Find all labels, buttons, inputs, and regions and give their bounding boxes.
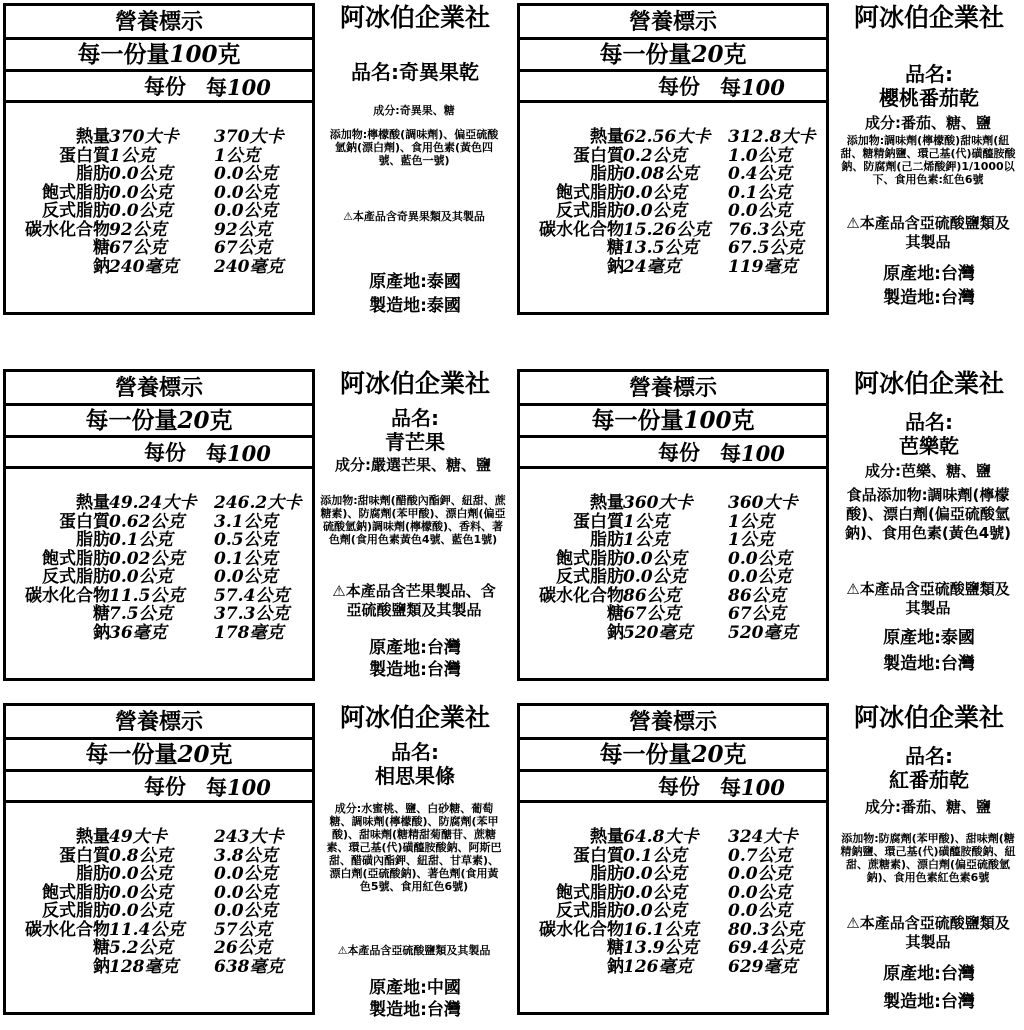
nutrient-row: 脂肪 1公克 1公克 [590,530,774,550]
nutrition-facts-box [517,703,829,1015]
place-of-manufacture: 製造地:台灣 [883,288,975,308]
serving-size: 每一份量20克 [520,740,826,772]
nutrient-rows [6,828,312,976]
nutrient-row: 脂肪 0.0公克 0.0公克 [76,164,278,184]
product-info [836,366,1022,688]
nutrient-row: 脂肪 0.08公克 0.4公克 [590,164,792,184]
product-label-guava [514,366,1024,696]
product-name: 品名: 芭樂乾 [899,410,959,458]
nutrient-row: 熱量 49大卡 243大卡 [76,827,284,847]
country-of-origin: 原產地:台灣 [883,964,975,984]
place-of-manufacture: 製造地:台灣 [883,992,975,1012]
ingredients: 成分:番茄、糖、鹽 [865,798,991,816]
country-of-origin: 原產地:泰國 [369,272,461,292]
nutrient-row: 飽式脂肪 0.0公克 0.1公克 [556,182,792,203]
nutrient-row: 蛋白質 0.1公克 0.7公克 [573,845,792,866]
company-name: 阿冰伯企業社 [339,703,490,732]
nutrient-row: 反式脂肪 0.0公克 0.0公克 [556,201,792,221]
additives: 添加物:甜味劑(醋酸內酯鉀、紐甜、蔗糖素)、防腐劑(苯甲酸)、漂白劑(偏亞硫酸氫鈉)調味劑(檸檬酸)、香料、著色劑(食用色素黃色4號、藍色1號) [320,494,506,546]
column-headers [6,772,312,803]
nutrient-row: 鈉 36毫克 178毫克 [93,622,284,643]
nutrient-row: 碳水化合物 11.4公克 57公克 [25,919,272,940]
product-name: 品名: 紅番茄乾 [889,744,969,792]
additives: 成分:水蜜桃、鹽、白砂糖、葡萄糖、調味劑(檸檬酸)、防腐劑(苯甲酸)、甜味劑(糖精甜菊醣苷、蔗糖素、環己基(代)磺醯胺酸鈉、阿斯巴甜、醋磺內酯鉀、紐甜、甘草素)、漂白劑(亞硫酸鈉)、著色劑(食用黃色5號、食用紅色6號) [326,802,502,893]
ingredients: 成分:嚴選芒果、糖、鹽 [335,456,491,474]
nutrient-row: 熱量 64.8大卡 324大卡 [590,827,798,847]
place-of-manufacture: 製造地:泰國 [369,296,461,316]
nutrient-row: 碳水化合物 16.1公克 80.3公克 [539,919,804,940]
place-of-manufacture: 製造地:台灣 [369,1000,461,1020]
nutrient-rows [520,128,826,276]
product-label-acacia-fruit-strips [0,700,512,1030]
nutrient-row: 蛋白質 1公克 1公克 [573,511,774,532]
nutrient-rows [520,828,826,976]
allergen-warning: ⚠本產品含亞硫酸鹽類及其製品 [846,580,1010,617]
nutrition-facts-box [517,3,829,315]
serving-size: 每一份量20克 [6,406,312,438]
company-name: 阿冰伯企業社 [853,703,1004,732]
nutrition-title: 營養標示 [6,6,312,40]
product-info [836,700,1022,1022]
nutrition-facts-box [3,3,315,315]
allergen-warning: ⚠本產品含奇異果類及其製品 [343,210,485,223]
company-name: 阿冰伯企業社 [339,369,490,398]
place-of-manufacture: 製造地:台灣 [369,660,461,680]
company-name: 阿冰伯企業社 [853,369,1004,398]
col-per-100: 每100 [720,75,785,100]
nutrient-row: 飽式脂肪 0.0公克 0.0公克 [556,882,792,903]
nutrition-title: 營養標示 [6,372,312,406]
col-per-100: 每100 [720,775,785,800]
product-label-green-mango [0,366,512,696]
nutrient-row: 鈉 126毫克 629毫克 [607,956,798,977]
col-per-serving: 每份 [658,775,700,799]
nutrient-row: 熱量 62.56大卡 312.8大卡 [590,127,816,147]
nutrient-rows [6,494,312,642]
product-label-kiwi [0,0,512,330]
nutrient-row: 反式脂肪 0.0公克 0.0公克 [556,567,792,587]
col-per-100: 每100 [206,775,271,800]
column-headers [520,72,826,103]
nutrient-row: 飽式脂肪 0.0公克 0.0公克 [556,548,792,569]
nutrient-row: 反式脂肪 0.0公克 0.0公克 [556,901,792,921]
col-per-serving: 每份 [144,441,186,465]
nutrient-row: 反式脂肪 0.0公克 0.0公克 [42,201,278,221]
nutrient-row: 糖 13.5公克 67.5公克 [607,238,804,258]
allergen-warning: ⚠本產品含亞硫酸鹽類及其製品 [846,914,1010,951]
country-of-origin: 原產地:台灣 [883,264,975,284]
nutrient-row: 糖 13.9公克 69.4公克 [607,938,804,958]
additives: 添加物:防腐劑(苯甲酸)、甜味劑(糖精鈉鹽、環己基(代)磺醯胺酸鈉、紐甜、蔗糖素)、漂白劑(偏亞硫酸氫鈉)、食用色素紅色素6號 [840,832,1016,884]
nutrient-row: 飽式脂肪 0.0公克 0.0公克 [42,882,278,903]
nutrient-row: 鈉 520毫克 520毫克 [607,622,798,643]
serving-size: 每一份量100克 [520,406,826,438]
nutrient-row: 脂肪 0.1公克 0.5公克 [76,530,278,550]
column-headers [520,772,826,803]
product-label-cherry-tomato [514,0,1024,330]
nutrient-row: 飽式脂肪 0.0公克 0.0公克 [42,182,278,203]
nutrition-title: 營養標示 [520,372,826,406]
nutrient-row: 碳水化合物 92公克 92公克 [25,219,272,240]
company-name: 阿冰伯企業社 [339,3,490,32]
product-info [322,700,508,1022]
nutrient-row: 糖 7.5公克 37.3公克 [93,604,290,624]
serving-size: 每一份量100克 [6,40,312,72]
ingredients: 成分:奇異果、糖 [373,104,455,117]
nutrition-facts-box [3,369,315,681]
product-name: 品名:奇異果乾 [351,60,479,84]
product-name: 品名: 相思果條 [375,740,455,788]
col-per-serving: 每份 [658,441,700,465]
nutrient-row: 碳水化合物 15.26公克 76.3公克 [539,219,804,240]
column-headers [6,72,312,103]
additives: 添加物:檸檬酸(調味劑)、偏亞硫酸氫鈉(漂白劑)、食用色素(黃色四號、藍色一號) [329,128,499,167]
col-per-serving: 每份 [144,775,186,799]
nutrient-row: 蛋白質 1公克 1公克 [59,145,260,166]
serving-size: 每一份量20克 [520,40,826,72]
product-name: 品名: 青芒果 [385,406,445,454]
nutrient-row: 脂肪 0.0公克 0.0公克 [590,864,792,884]
country-of-origin: 原產地:中國 [369,978,461,998]
country-of-origin: 原產地:泰國 [883,628,975,648]
nutrient-row: 碳水化合物 86公克 86公克 [539,585,786,606]
nutrient-row: 反式脂肪 0.0公克 0.0公克 [42,567,278,587]
allergen-warning: ⚠本產品含亞硫酸鹽類及其製品 [337,944,491,957]
nutrient-row: 鈉 128毫克 638毫克 [93,956,284,977]
nutrition-title: 營養標示 [6,706,312,740]
col-per-100: 每100 [206,75,271,100]
allergen-warning: ⚠本產品含亞硫酸鹽類及其製品 [846,214,1010,251]
nutrient-row: 蛋白質 0.62公克 3.1公克 [59,511,278,532]
country-of-origin: 原產地:台灣 [369,638,461,658]
ingredients: 成分:番茄、糖、鹽 [865,114,991,132]
nutrition-title: 營養標示 [520,706,826,740]
nutrient-row: 鈉 240毫克 240毫克 [93,256,284,277]
nutrient-row: 蛋白質 0.2公克 1.0公克 [573,145,792,166]
place-of-manufacture: 製造地:台灣 [883,654,975,674]
nutrient-row: 反式脂肪 0.0公克 0.0公克 [42,901,278,921]
ingredients: 成分:芭樂、糖、鹽 [865,462,991,480]
nutrient-row: 糖 67公克 67公克 [93,238,272,258]
nutrition-title: 營養標示 [520,6,826,40]
company-name: 阿冰伯企業社 [853,3,1004,32]
product-info [322,366,508,688]
product-info [836,0,1022,322]
additives: 食品添加物:調味劑(檸檬酸)、漂白劑(偏亞硫酸氫鈉)、食用色素(黃色4號) [844,486,1011,542]
nutrient-row: 飽式脂肪 0.02公克 0.1公克 [42,548,278,569]
nutrient-rows [6,128,312,276]
nutrition-facts-box [3,703,315,1015]
nutrition-facts-box [517,369,829,681]
nutrient-row: 鈉 24毫克 119毫克 [607,256,798,277]
nutrient-row: 熱量 49.24大卡 246.2大卡 [76,493,302,513]
column-headers [520,438,826,469]
nutrient-row: 糖 5.2公克 26公克 [93,938,272,958]
col-per-100: 每100 [206,441,271,466]
nutrient-rows [520,494,826,642]
col-per-100: 每100 [720,441,785,466]
nutrient-row: 蛋白質 0.8公克 3.8公克 [59,845,278,866]
nutrient-row: 糖 67公克 67公克 [607,604,786,624]
additives: 添加物:調味劑(檸檬酸)甜味劑(紐甜、糖精鈉鹽、環己基(代)磺醯胺酸鈉、防腐劑(己二烯酸鉀)1/1000以下、食用色素:紅色6號 [840,134,1016,186]
col-per-serving: 每份 [658,75,700,99]
nutrient-row: 脂肪 0.0公克 0.0公克 [76,864,278,884]
product-label-red-tomato [514,700,1024,1030]
serving-size: 每一份量20克 [6,740,312,772]
allergen-warning: ⚠本產品含芒果製品、含亞硫酸鹽類及其製品 [332,582,496,619]
nutrient-row: 熱量 360大卡 360大卡 [590,493,798,513]
col-per-serving: 每份 [144,75,186,99]
column-headers [6,438,312,469]
nutrient-row: 碳水化合物 11.5公克 57.4公克 [25,585,290,606]
nutrient-row: 熱量 370大卡 370大卡 [76,127,284,147]
product-info [322,0,508,322]
product-name: 品名: 櫻桃番茄乾 [879,62,979,110]
